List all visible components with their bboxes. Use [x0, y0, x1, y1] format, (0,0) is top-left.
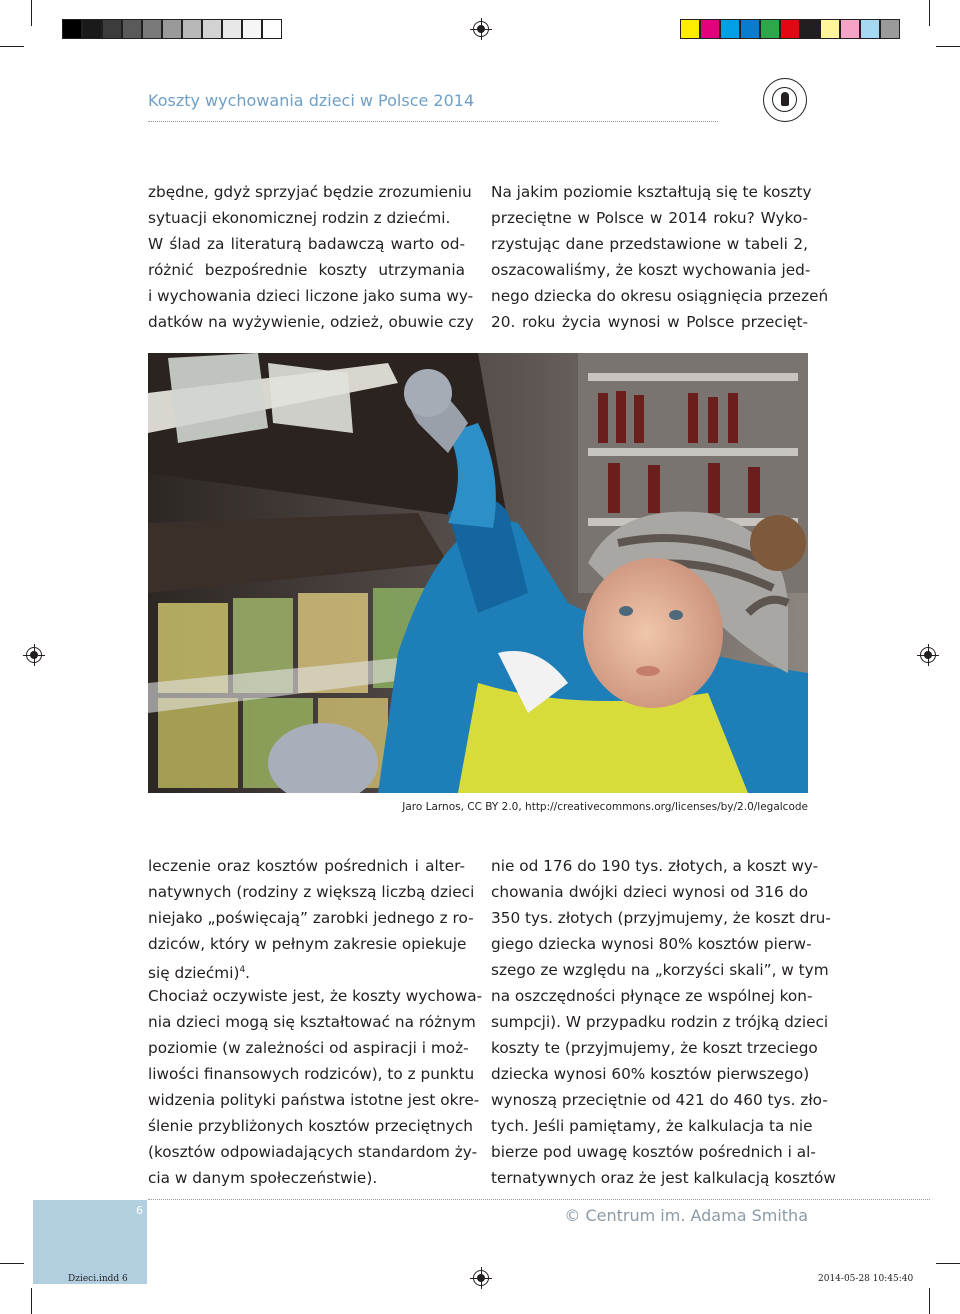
- text-line: przeciętne w Polsce w 2014 roku? Wyko-: [491, 209, 808, 227]
- text-line: wynoszą przeciętnie od 421 do 460 tys. zło-: [491, 1091, 828, 1109]
- text-line: 20. roku życia wynosi w Polsce przecięt-: [491, 313, 808, 331]
- text-line: sytuacji ekonomicznej rodzin z dziećmi.: [148, 209, 451, 227]
- text-line: oszacowaliśmy, że koszt wychowania jed-: [491, 261, 811, 279]
- text-line: leczenie oraz kosztów pośrednich i alter-: [148, 857, 465, 875]
- header-rule: [148, 121, 718, 122]
- registration-mark-right-icon: [920, 647, 936, 663]
- text-line: sumpcji). W przypadku rodzin z trójką dzieci: [491, 1013, 829, 1031]
- text-line: się dziećmi)$^4$.: [148, 964, 251, 983]
- color-swatch: [860, 19, 880, 39]
- text-line: giego dziecka wynosi 80% kosztów pierw-: [491, 935, 812, 953]
- text-line: natywnych (rodziny z większą liczbą dzieci: [148, 883, 475, 901]
- color-swatch: [700, 19, 720, 39]
- color-swatch: [680, 19, 700, 39]
- registration-mark-top-icon: [473, 21, 489, 37]
- color-swatch: [720, 19, 740, 39]
- text-line: 350 tys. złotych (przyjmujemy, że koszt dru-: [491, 909, 831, 927]
- text-line: Chociaż oczywiste jest, że koszty wychowa-: [148, 987, 483, 1005]
- text-line: poziomie (w zależności od aspiracji i moż-: [148, 1039, 469, 1057]
- color-swatch: [840, 19, 860, 39]
- running-title: Koszty wychowania dzieci w Polsce 2014: [148, 91, 475, 110]
- photo-caption: Jaro Larnos, CC BY 2.0, http://creativecommons.org/licenses/by/2.0/legalcode: [402, 801, 808, 813]
- slug-date: 2014-05-28 10:45:40: [818, 1274, 914, 1284]
- registration-mark-bottom-icon: [473, 1270, 489, 1286]
- text-line: koszty te (przyjmujemy, że koszt trzeciego: [491, 1039, 818, 1057]
- text-line: tych. Jeśli pamiętamy, że kalkulacja ta nie: [491, 1117, 813, 1135]
- text-line: dziców, który w pełnym zakresie opiekuje: [148, 935, 467, 953]
- footnote-ref: 4: [239, 965, 246, 975]
- text-line: niejako „poświęcają” zarobki jednego z ro-: [148, 909, 474, 927]
- text-line: chowania dwójki dzieci wynosi od 316 do: [491, 883, 808, 901]
- photo-child-reaching-shelf: [148, 353, 808, 793]
- text-line: liwości finansowych rodziców), to z punktu: [148, 1065, 475, 1083]
- text-line: (kosztów odpowiadających standardom ży-: [148, 1143, 478, 1161]
- color-swatch: [780, 19, 800, 39]
- color-swatch: [740, 19, 760, 39]
- text-line: Na jakim poziomie kształtują się te koszty: [491, 183, 812, 201]
- copyright: © Centrum im. Adama Smitha: [564, 1206, 808, 1225]
- registration-mark-left-icon: [26, 647, 42, 663]
- logo-seal-icon: [763, 78, 807, 122]
- text-line: rzystując dane przedstawione w tabeli 2,: [491, 235, 808, 253]
- text-line: na oszczędności płynące ze wspólnej kon-: [491, 987, 813, 1005]
- color-swatch: [820, 19, 840, 39]
- text-line: dziecka wynosi 60% kosztów pierwszego): [491, 1065, 810, 1083]
- text-line: nie od 176 do 190 tys. złotych, a koszt wy-: [491, 857, 819, 875]
- text-line: nia dzieci mogą się kształtować na różnym: [148, 1013, 476, 1031]
- text-line: W ślad za literaturą badawczą warto od-: [148, 235, 465, 253]
- text-line: i wychowania dzieci liczone jako suma wy-: [148, 287, 474, 305]
- text-line: cia w danym społeczeństwie).: [148, 1169, 378, 1187]
- page-number: 6: [136, 1204, 143, 1217]
- text-line: zbędne, gdyż sprzyjać będzie zrozumieniu: [148, 183, 472, 201]
- text-line: widzenia polityki państwa istotne jest okre-: [148, 1091, 480, 1109]
- text-line: szego ze względu na „korzyści skali”, w tym: [491, 961, 829, 979]
- text-line: różnić bezpośrednie koszty utrzymania: [148, 261, 465, 279]
- text-line: bierze pod uwagę kosztów pośrednich i al-: [491, 1143, 816, 1161]
- text-column-top-right: [491, 179, 829, 335]
- text-column-bottom-left: [148, 853, 483, 1191]
- slug-file: Dzieci.indd 6: [68, 1274, 128, 1284]
- page-number-tab: [33, 1200, 147, 1284]
- text-line: ternatywnych oraz że jest kalkulacją kosztów: [491, 1169, 836, 1187]
- color-swatch: [880, 19, 900, 39]
- footer-rule: [148, 1199, 930, 1200]
- text-line: datków na wyżywienie, odzież, obuwie czy: [148, 313, 474, 331]
- text-column-bottom-right: [491, 853, 836, 1191]
- color-swatch: [760, 19, 780, 39]
- text-column-top-left: [148, 179, 474, 335]
- text-line: ślenie przybliżonych kosztów przeciętnych: [148, 1117, 474, 1135]
- color-swatch: [800, 19, 820, 39]
- text-line: nego dziecka do okresu osiągnięcia przezeń: [491, 287, 829, 305]
